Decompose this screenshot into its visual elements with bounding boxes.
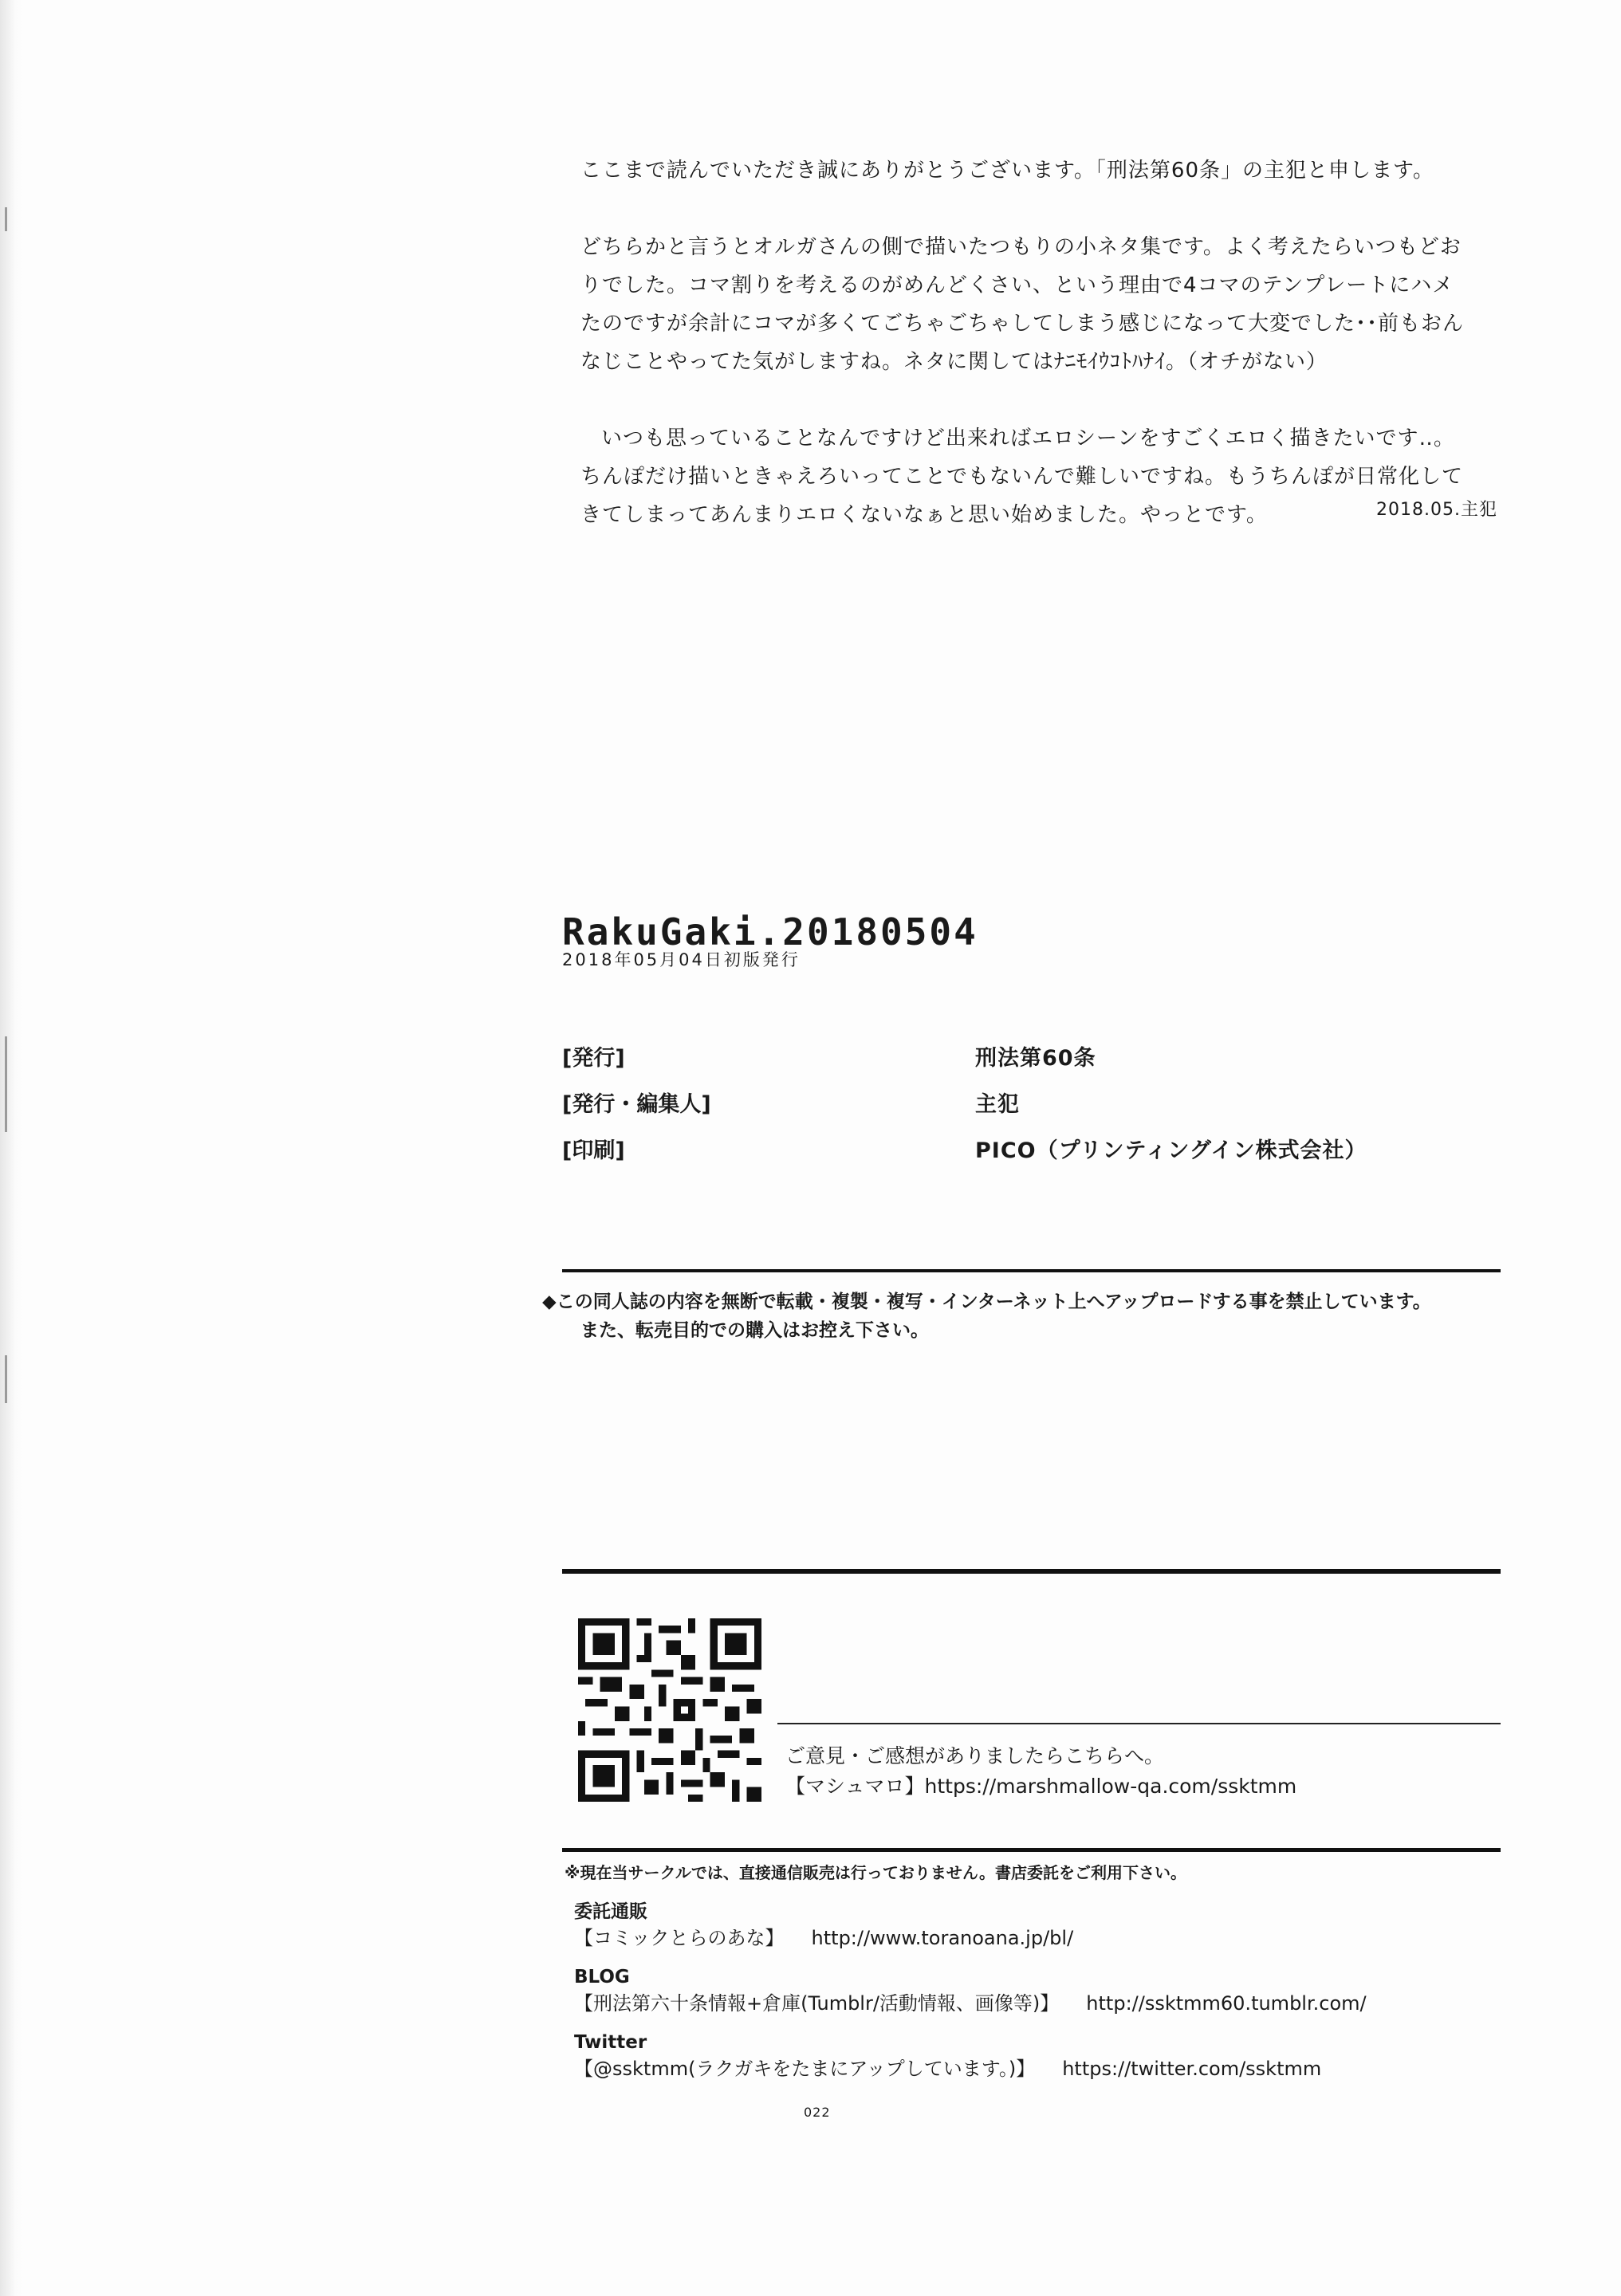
afterword-signature: 2018.05.主犯 xyxy=(1376,500,1497,520)
divider-rule xyxy=(562,1569,1501,1574)
blog-section xyxy=(574,1964,1521,2017)
section-line xyxy=(574,2055,1521,2082)
notice-line: ◆この同人誌の内容を無断で転載・複製・複写・インターネット上へアップロードする事を禁止しています。 xyxy=(542,1292,1431,1312)
section-title: BLOG xyxy=(574,1967,630,1987)
credit-row xyxy=(562,1040,1599,1087)
copyright-notice xyxy=(542,1288,1515,1345)
page-number: 022 xyxy=(804,2105,831,2120)
toranoana-link[interactable]: http://www.toranoana.jp/bl/ xyxy=(811,1927,1074,1949)
mail-order-note: ※現在当サークルでは、直接通信販売は行っておりません。書店委託をご利用下さい。 xyxy=(565,1863,1187,1882)
twitter-name: 【@ssktmm(ラクガキをたまにアップしています。)】 xyxy=(574,2058,1036,2080)
notice-line: また、転売目的での購入はお控え下さい。 xyxy=(580,1320,929,1341)
twitter-section xyxy=(574,2030,1521,2082)
shop-info xyxy=(565,1860,1521,2095)
scan-mark xyxy=(5,1036,7,1132)
divider-rule xyxy=(562,1269,1501,1272)
colophon-title: RakuGaki.20180504 xyxy=(562,910,978,953)
credits xyxy=(562,1040,1599,1179)
feedback-block xyxy=(785,1741,1296,1802)
section-title: 委託通販 xyxy=(574,1901,647,1922)
afterword-line: どちらかと言うとオルガさんの側で描いたつもりの小ネタ集です。よく考えたらいつもどお xyxy=(580,235,1462,259)
credit-row xyxy=(562,1087,1599,1133)
section-line xyxy=(574,1990,1521,2017)
colophon-issue-date: 2018年05月04日初版発行 xyxy=(562,950,801,969)
scan-mark xyxy=(5,1355,7,1403)
credit-row xyxy=(562,1133,1599,1179)
credit-label: [発行・編集人] xyxy=(562,1092,711,1117)
divider-rule xyxy=(562,1848,1501,1852)
feedback-rule xyxy=(777,1723,1501,1724)
afterword-line: いつも思っていることなんですけど出来ればエロシーンをすごくエロく描きたいです‥。 xyxy=(601,427,1455,450)
scan-mark xyxy=(5,207,7,231)
feedback-text: ご意見・ご感想がありましたらこちらへ。 xyxy=(785,1744,1165,1767)
credit-value: 主犯 xyxy=(975,1092,1020,1117)
afterword-line: たのですが余計にコマが多くてごちゃごちゃしてしまう感じになって大変でした･･前もおん xyxy=(580,312,1465,336)
qr-code[interactable] xyxy=(578,1618,761,1802)
afterword-line: ここまで読んでいただき誠にありがとうございます。「刑法第60条」の主犯と申します。 xyxy=(580,159,1434,183)
credit-label: [印刷] xyxy=(562,1138,625,1163)
credit-value: PICO（プリンティングイン株式会社） xyxy=(975,1138,1367,1163)
twitter-link[interactable]: https://twitter.com/ssktmm xyxy=(1062,2058,1322,2080)
blog-name: 【刑法第六十条情報+倉庫(Tumblr/活動情報、画像等)】 xyxy=(574,1992,1060,2015)
scan-edge xyxy=(0,0,22,2296)
tumblr-link[interactable]: http://ssktmm60.tumblr.com/ xyxy=(1086,1992,1367,2015)
afterword-line: ちんぽだけ描いときゃえろいってことでもないんで難しいですね。もうちんぽが日常化して xyxy=(580,465,1464,489)
afterword xyxy=(580,151,1505,534)
afterword-line: りでした。コマ割りを考えるのがめんどくさい、という理由で4コマのテンプレートにハメ xyxy=(580,273,1454,297)
section-line xyxy=(574,1924,1521,1952)
credit-value: 刑法第60条 xyxy=(975,1046,1096,1071)
consignment-section xyxy=(574,1899,1521,1952)
shop-name: 【コミックとらのあな】 xyxy=(574,1927,785,1949)
credit-label: [発行] xyxy=(562,1046,625,1071)
section-title: Twitter xyxy=(574,2032,647,2053)
afterword-line: なじことやってた気がしますね。ネタに関してはﾅﾆﾓｲｳｺﾄﾊﾅｲ。（オチがない） xyxy=(580,350,1328,374)
marshmallow-link[interactable]: 【マシュマロ】https://marshmallow-qa.com/ssktmm xyxy=(785,1775,1297,1798)
afterword-line: きてしまってあんまりエロくないなぁと思い始めました。やっとです。 xyxy=(580,503,1268,527)
